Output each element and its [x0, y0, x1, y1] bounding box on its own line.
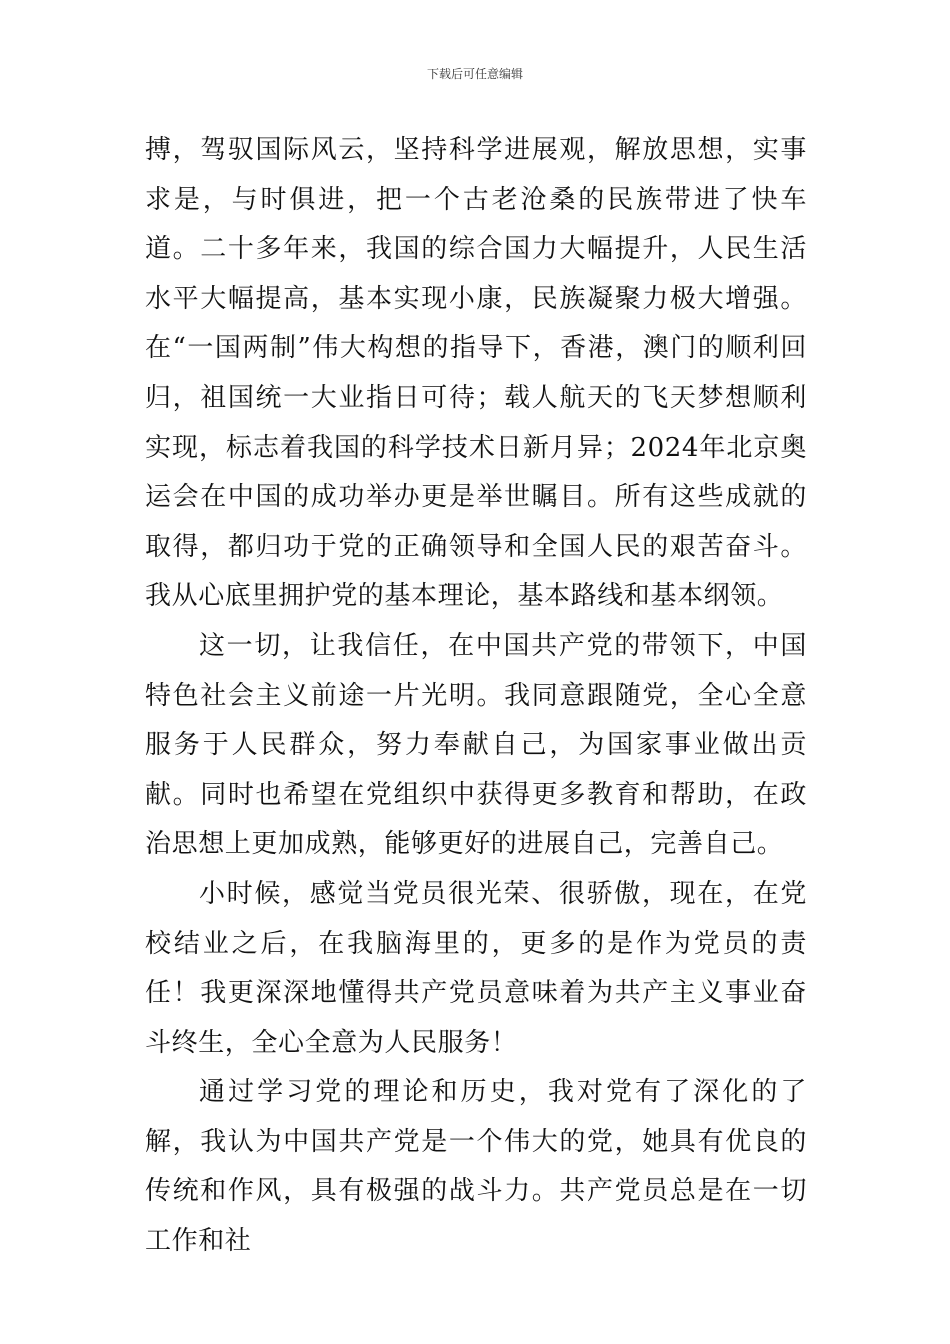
- page-header: 下载后可任意编辑: [426, 67, 523, 81]
- paragraph: 这一切，让我信任，在中国共产党的带领下，中国特色社会主义前途一片光明。我同意跟随党，全心全意服务于人民群众，努力奉献自己，为国家事业做出贡献。同时也希望在党组织中获得更多教育和帮助，在政治思想上更加成熟，能够更好的进展自己，完善自己。: [145, 630, 807, 860]
- document-body: [145, 126, 807, 1267]
- paragraph: 小时候，感觉当党员很光荣、很骄傲，现在，在党校结业之后，在我脑海里的，更多的是作为党员的责任！我更深深地懂得共产党员意味着为共产主义事业奋斗终生，全心全意为人民服务！: [145, 878, 807, 1058]
- paragraph: 通过学习党的理论和历史，我对党有了深化的了解，我认为中国共产党是一个伟大的党，她具有优良的传统和作风，具有极强的战斗力。共产党员总是在一切工作和社: [145, 1077, 807, 1257]
- paragraph-continued: 搏，驾驭国际风云，坚持科学进展观，解放思想，实事求是，与时俱进，把一个古老沧桑的民族带进了快车道。二十多年来，我国的综合国力大幅提升，人民生活水平大幅提高，基本实现小康，民族凝聚力极大增强。在“一国两制”伟大构想的指导下，香港，澳门的顺利回归，祖国统一大业指日可待；载人航天的飞天梦想顺利实现，标志着我国的科学技术日新月异；2024年北京奥运会在中国的成功举办更是举世瞩目。所有这些成就的取得，都归功于党的正确领导和全国人民的艰苦奋斗。我从心底里拥护党的基本理论，基本路线和基本纲领。: [145, 135, 807, 612]
